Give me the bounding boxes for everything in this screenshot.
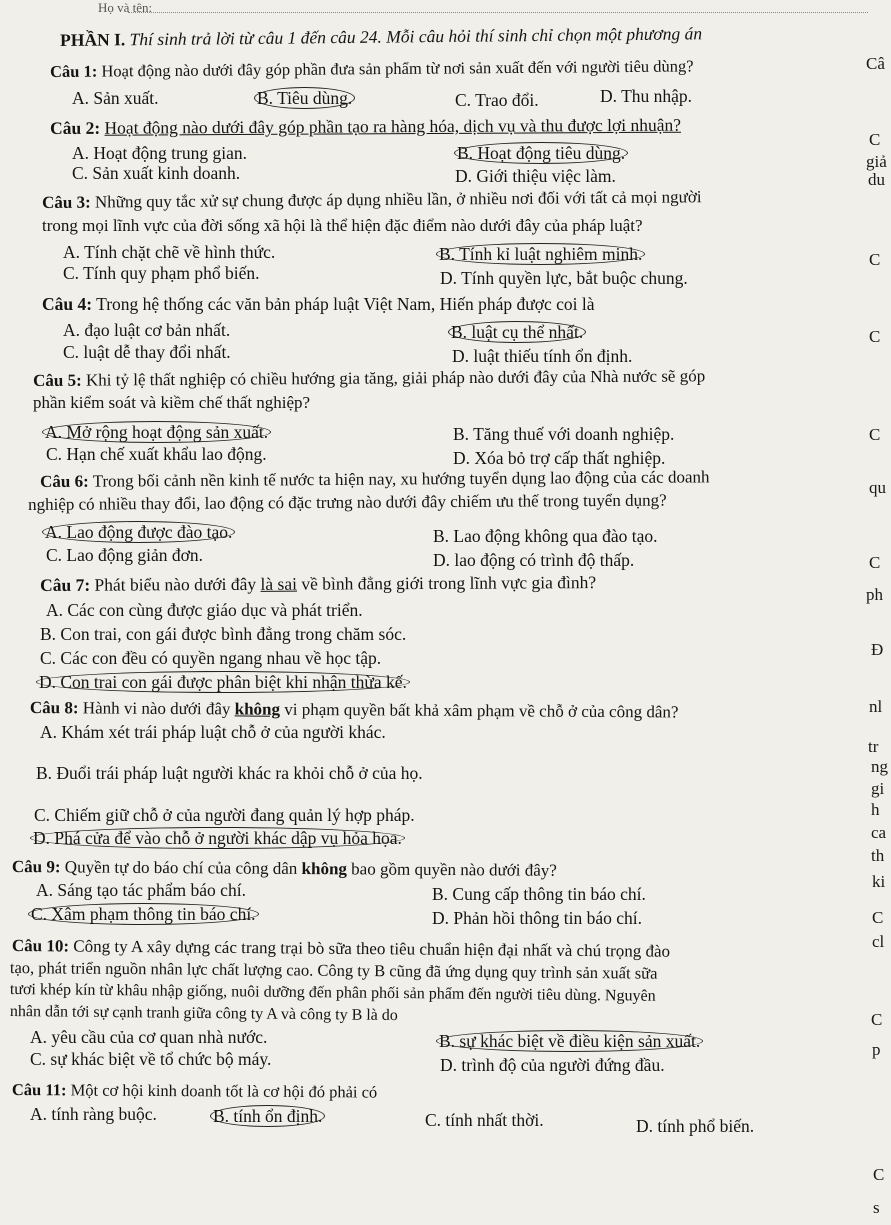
question-text: Công ty A xây dựng các trang trại bò sữa theo tiêu chuẩn hiện đại nhất và chú trọng đào	[73, 936, 671, 961]
option-9b[interactable]: B. Cung cấp thông tin báo chí.	[432, 884, 646, 904]
margin-fragment: C	[871, 1010, 883, 1029]
option-10c[interactable]: C. sự khác biệt về tổ chức bộ máy.	[30, 1049, 272, 1069]
question-number: Câu 8:	[29, 698, 79, 718]
option-9d[interactable]: D. Phản hồi thông tin báo chí.	[432, 908, 642, 928]
question-number: Câu 11:	[11, 1080, 67, 1100]
margin-fragment: th	[871, 846, 885, 865]
answer-mark: B. sự khác biệt về điều kiện sản xuất.	[436, 1030, 703, 1052]
margin-fragment: C	[869, 130, 881, 149]
option-10d[interactable]: D. trình độ của người đứng đầu.	[440, 1055, 665, 1075]
option-6c[interactable]: C. Lao động giản đơn.	[46, 545, 204, 565]
margin-fragment: ng	[871, 757, 888, 776]
option-7c[interactable]: C. Các con đều có quyền ngang nhau về học tập.	[40, 648, 382, 668]
name-dotted-line	[128, 12, 868, 13]
option-6a[interactable]	[46, 522, 235, 542]
margin-fragment: C	[872, 908, 884, 927]
option-2d[interactable]: D. Giới thiệu việc làm.	[455, 166, 616, 186]
option-3c[interactable]: C. Tính quy phạm phổ biến.	[63, 263, 260, 283]
answer-mark: D. Con trai con gái được phân biệt khi nhận thừa kế.	[36, 671, 410, 693]
option-7b[interactable]: B. Con trai, con gái được bình đẳng trong chăm sóc.	[40, 624, 407, 644]
option-7a[interactable]: A. Các con cùng được giáo dục và phát triển.	[46, 600, 363, 620]
question-2	[50, 115, 681, 138]
question-number: Câu 9:	[11, 857, 61, 877]
question-10-line2: tạo, phát triển nguồn nhân lực chất lượng cao. Công ty B cũng đã ứng dụng quy trình sản xuất sữa	[9, 958, 658, 983]
question-11	[12, 1080, 377, 1103]
margin-fragment: h	[871, 800, 880, 819]
part-title	[60, 23, 702, 50]
option-3d[interactable]: D. Tính quyền lực, bắt buộc chung.	[440, 268, 688, 288]
answer-mark: D. Phá cửa để vào chỗ ở người khác dập vụ hỏa họa.	[30, 827, 405, 849]
margin-fragment: s	[873, 1198, 880, 1217]
option-11d[interactable]: D. tính phổ biến.	[636, 1116, 755, 1136]
option-1d[interactable]: D. Thu nhập.	[600, 86, 693, 106]
option-10a[interactable]: A. yêu cầu của cơ quan nhà nước.	[30, 1027, 268, 1047]
option-1a[interactable]: A. Sản xuất.	[72, 88, 159, 108]
question-3	[42, 187, 702, 213]
answer-mark: B. Hoạt động tiêu dùng.	[454, 142, 628, 164]
margin-fragment: C	[873, 1165, 885, 1184]
option-5a[interactable]	[46, 422, 271, 442]
option-8b[interactable]: B. Đuổi trái pháp luật người khác ra khỏi chỗ ở của họ.	[36, 763, 423, 783]
answer-mark: B. tính ổn định.	[210, 1105, 325, 1127]
option-3b[interactable]	[440, 244, 645, 264]
question-text-a: Hành vi nào dưới đây	[82, 698, 235, 719]
answer-mark: A. Lao động được đào tạo.	[42, 521, 235, 543]
margin-fragment: ph	[866, 585, 883, 604]
option-6d[interactable]: D. lao động có trình độ thấp.	[433, 550, 635, 570]
question-text: Khi tỷ lệ thất nghiệp có chiều hướng gia tăng, giải pháp nào dưới đây của Nhà nước sẽ góp	[85, 366, 706, 390]
margin-fragment: giả	[866, 152, 887, 171]
option-8d[interactable]	[34, 828, 405, 848]
answer-mark: B. luật cụ thể nhất.	[448, 321, 586, 343]
option-9c[interactable]	[32, 904, 259, 924]
question-number: Câu 6:	[40, 471, 89, 491]
part-title-bold: PHẦN I.	[60, 29, 126, 50]
question-number: Câu 10:	[11, 936, 70, 956]
question-text: Những quy tắc xử sự chung được áp dụng nhiều lần, ở nhiều nơi đối với tất cả mọi người	[94, 187, 702, 212]
question-text-a: Quyền tự do báo chí của công dân	[64, 857, 302, 879]
answer-mark: A. Mở rộng hoạt động sản xuất.	[42, 421, 271, 443]
question-number: Câu 5:	[33, 370, 82, 390]
margin-fragment: C	[869, 425, 881, 444]
margin-fragment: Câ	[866, 54, 885, 73]
question-number: Câu 2:	[50, 117, 101, 138]
margin-fragment: C	[869, 553, 881, 572]
margin-fragment: ki	[872, 872, 886, 891]
question-5	[33, 366, 705, 391]
question-text-emphasis: không	[234, 699, 281, 719]
margin-fragment: gi	[871, 779, 885, 798]
option-5d[interactable]: D. Xóa bỏ trợ cấp thất nghiệp.	[453, 448, 666, 468]
option-1c[interactable]: C. Trao đổi.	[455, 90, 539, 110]
question-number: Câu 4:	[42, 294, 93, 314]
option-4b[interactable]	[452, 322, 586, 342]
question-6-line2: nghiệp có nhiều thay đổi, lao động có đặc trưng nào dưới đây chiếm ưu thế trong tuyển dụng?	[28, 490, 667, 514]
option-10b[interactable]	[440, 1031, 703, 1051]
margin-fragment: Đ	[871, 640, 884, 659]
option-2b[interactable]	[458, 143, 628, 163]
option-6b[interactable]: B. Lao động không qua đào tạo.	[433, 526, 658, 546]
question-number: Câu 1:	[50, 61, 98, 81]
option-5c[interactable]: C. Hạn chế xuất khẩu lao động.	[46, 444, 267, 464]
part-title-rest: Thí sinh trả lời từ câu 1 đến câu 24. Mỗi câu hỏi thí sinh chỉ chọn một phương án	[129, 23, 703, 50]
question-10	[12, 936, 670, 962]
margin-fragment: p	[872, 1040, 881, 1059]
option-9a[interactable]: A. Sáng tạo tác phẩm báo chí.	[36, 880, 246, 900]
margin-fragment: C	[869, 250, 881, 269]
question-text-a: Phát biểu nào dưới đây	[94, 573, 261, 595]
option-8c[interactable]: C. Chiếm giữ chỗ ở của người đang quản lý hợp pháp.	[34, 805, 415, 825]
question-9	[12, 857, 557, 881]
option-8a[interactable]: A. Khám xét trái pháp luật chỗ ở của người khác.	[40, 722, 386, 742]
option-5b[interactable]: B. Tăng thuế với doanh nghiệp.	[453, 424, 675, 444]
option-11c[interactable]: C. tính nhất thời.	[425, 1110, 544, 1130]
question-text-emphasis: không	[301, 859, 348, 879]
option-11b[interactable]	[214, 1106, 325, 1126]
question-text: Trong hệ thống các văn bản pháp luật Việt Nam, Hiến pháp được coi là	[96, 294, 595, 314]
question-10-line3: tươi khép kín từ khâu nhập giống, nuôi dưỡng đến phân phối sản phẩm đến người tiêu dùng. Nguyên	[9, 980, 656, 1005]
question-3-line2: trong mọi lĩnh vực của đời sống xã hội là thể hiện đặc điểm nào dưới đây của pháp luật?	[42, 216, 643, 235]
question-1	[50, 56, 694, 82]
option-11a[interactable]: A. tính ràng buộc.	[30, 1104, 157, 1124]
question-8	[30, 698, 679, 723]
name-label: Họ và tên:	[98, 0, 153, 15]
question-4	[42, 294, 594, 314]
answer-mark: B. Tính kỉ luật nghiêm minh.	[436, 243, 645, 265]
question-number: Câu 7:	[40, 574, 91, 595]
question-text: Hoạt động nào dưới đây góp phần tạo ra hàng hóa, dịch vụ và thu được lợi nhuận?	[104, 114, 682, 138]
margin-fragment: C	[869, 327, 881, 346]
margin-fragment: ca	[871, 823, 887, 842]
question-text: Hoạt động nào dưới đây góp phần đưa sản phẩm từ nơi sản xuất đến với người tiêu dùng?	[101, 56, 694, 81]
question-text-b: bao gồm quyền nào dưới đây?	[346, 859, 557, 880]
margin-fragment: tr	[868, 737, 879, 756]
option-1b[interactable]	[258, 88, 355, 108]
question-number: Câu 3:	[42, 192, 91, 212]
question-5-line2: phần kiểm soát và kiềm chế thất nghiệp?	[33, 393, 311, 412]
option-4c[interactable]: C. luật dễ thay đổi nhất.	[63, 342, 231, 362]
answer-mark: C. Xâm phạm thông tin báo chí.	[28, 903, 259, 925]
question-text-b: vi phạm quyền bất khả xâm phạm về chỗ ở của công dân?	[279, 699, 679, 722]
question-text-b: về bình đẳng giới trong lĩnh vực gia đình?	[296, 572, 597, 594]
option-7d[interactable]	[40, 672, 410, 692]
answer-mark: B. Tiêu dùng.	[254, 87, 355, 109]
question-text: Trong bối cảnh nền kinh tế nước ta hiện nay, xu hướng tuyển dụng lao động của các doanh	[92, 467, 710, 491]
option-4d[interactable]: D. luật thiếu tính ổn định.	[452, 346, 633, 366]
question-6	[40, 467, 710, 492]
option-2c[interactable]: C. Sản xuất kinh doanh.	[72, 163, 241, 183]
option-2a[interactable]: A. Hoạt động trung gian.	[72, 143, 247, 163]
margin-fragment: nl	[869, 697, 883, 716]
margin-fragment: qu	[869, 478, 886, 497]
question-7	[40, 572, 596, 595]
margin-fragment: du	[868, 170, 885, 189]
option-4a[interactable]: A. đạo luật cơ bản nhất.	[63, 320, 231, 340]
question-text: Một cơ hội kinh doanh tốt là cơ hội đó phải có	[70, 1080, 378, 1102]
question-text-emphasis: là sai	[260, 573, 298, 594]
option-3a[interactable]: A. Tính chặt chẽ về hình thức.	[63, 242, 276, 262]
question-10-line4: nhân dẫn tới sự cạnh tranh giữa công ty A và công ty B là do	[9, 1002, 398, 1025]
margin-fragment: cl	[872, 932, 885, 951]
